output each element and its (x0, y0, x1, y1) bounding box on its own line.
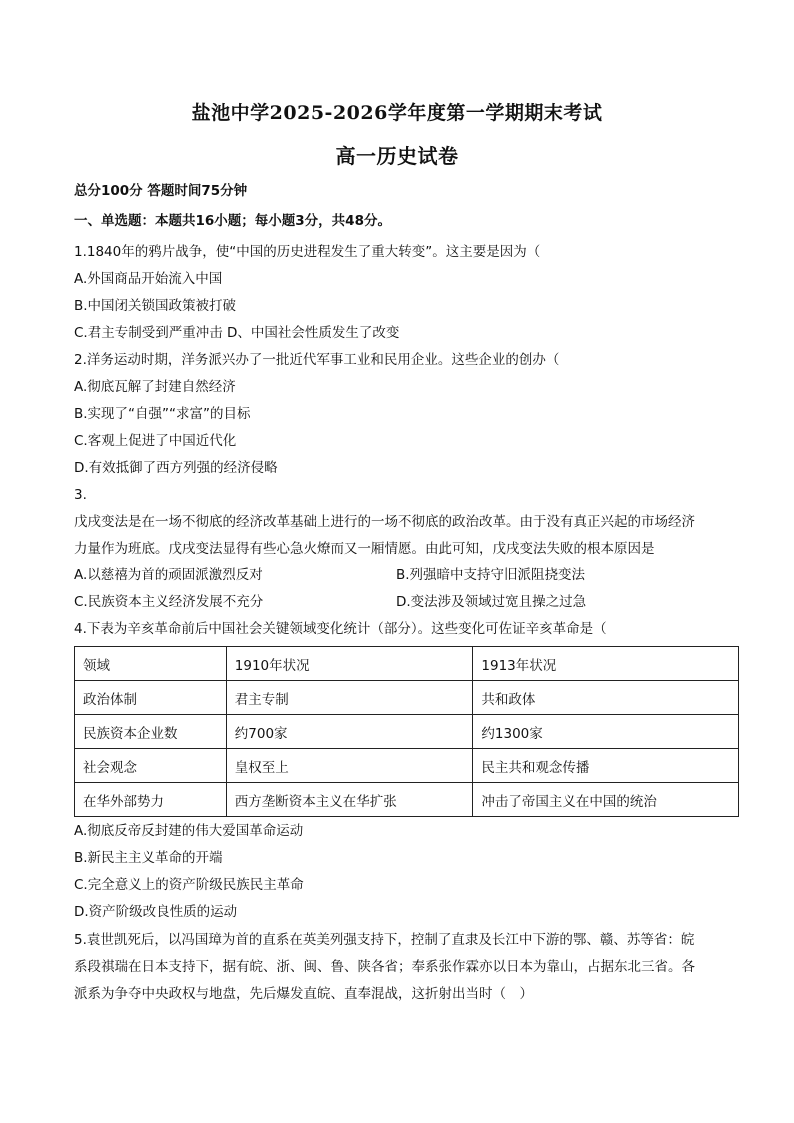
question-1-option-b: B.中国闭关锁国政策被打破 (74, 298, 237, 314)
table-row (75, 749, 739, 783)
table-cell: 民族资本企业数 (75, 715, 227, 749)
table-header-cell: 1910年状况 (226, 647, 473, 681)
table-row (75, 681, 739, 715)
table-row (75, 715, 739, 749)
table-cell: 约700家 (226, 715, 473, 749)
question-1-option-cd: C.君主专制受到严重冲击 D、中国社会性质发生了改变 (74, 325, 400, 341)
question-1-option-a: A.外国商品开始流入中国 (74, 271, 223, 287)
question-2-stem: 2.洋务运动时期，洋务派兴办了一批近代军事工业和民用企业。这些企业的创办（ (74, 352, 560, 368)
table-cell: 皇权至上 (226, 749, 473, 783)
question-4-stem: 4.下表为辛亥革命前后中国社会关键领域变化统计（部分）。这些变化可佐证辛亥革命是（ (74, 621, 607, 637)
question-5-stem-line-3: 派系为争夺中央政权与地盘，先后爆发直皖、直奉混战，这折射出当时（ ） (74, 986, 533, 1002)
table-cell: 在华外部势力 (75, 783, 227, 817)
table-cell: 君主专制 (226, 681, 473, 715)
score-time-info: 总分100分 答题时间75分钟 (74, 183, 248, 199)
question-3-stem-line-1: 戊戌变法是在一场不彻底的经济改革基础上进行的一场不彻底的政治改革。由于没有真正兴起的市场经济 (74, 514, 695, 530)
question-5-stem-line-2: 系段祺瑞在日本支持下，据有皖、浙、闽、鲁、陕各省；奉系张作霖亦以日本为靠山，占据东北三省。各 (74, 959, 695, 975)
question-5-stem-line-1: 5.袁世凯死后，以冯国璋为首的直系在英美列强支持下，控制了直隶及长江中下游的鄂、赣、苏等省：皖 (74, 932, 695, 948)
question-4-option-b: B.新民主主义革命的开端 (74, 850, 223, 866)
question-4-option-d: D.资产阶级改良性质的运动 (74, 904, 238, 920)
question-4-option-a: A.彻底反帝反封建的伟大爱国革命运动 (74, 823, 304, 839)
exam-title: 盐池中学2025-2026学年度第一学期期末考试 (191, 102, 603, 124)
table-cell: 西方垄断资本主义在华扩张 (226, 783, 473, 817)
table-header-cell: 领域 (75, 647, 227, 681)
question-2-option-c: C.客观上促进了中国近代化 (74, 433, 237, 449)
question-4-table (74, 646, 739, 817)
table-header-cell: 1913年状况 (473, 647, 739, 681)
exam-subtitle: 高一历史试卷 (335, 144, 459, 168)
question-3-option-d: D.变法涉及领域过宽且操之过急 (396, 594, 587, 610)
question-3-number: 3. (74, 487, 87, 503)
table-cell: 冲击了帝国主义在中国的统治 (473, 783, 739, 817)
table-cell: 民主共和观念传播 (473, 749, 739, 783)
table-cell: 共和政体 (473, 681, 739, 715)
question-3-stem-line-2: 力量作为班底。戊戌变法显得有些心急火燎而又一厢情愿。由此可知，戊戌变法失败的根本原因是 (74, 541, 655, 557)
question-2-option-b: B.实现了“自强”“求富”的目标 (74, 406, 251, 422)
question-4-option-c: C.完全意义上的资产阶级民族民主革命 (74, 877, 304, 893)
question-2-option-a: A.彻底瓦解了封建自然经济 (74, 379, 236, 395)
table-header-row (75, 647, 739, 681)
table-row (75, 783, 739, 817)
question-3-option-a: A.以慈禧为首的顽固派激烈反对 (74, 567, 263, 583)
question-3-option-b: B.列强暗中支持守旧派阻挠变法 (396, 567, 586, 583)
question-2-option-d: D.有效抵御了西方列强的经济侵略 (74, 460, 278, 476)
table-cell: 政治体制 (75, 681, 227, 715)
section-heading: 一、单选题：本题共16小题；每小题3分，共48分。 (74, 213, 391, 229)
table-cell: 社会观念 (75, 749, 227, 783)
table-cell: 约1300家 (473, 715, 739, 749)
question-1-stem: 1.1840年的鸦片战争，使“中国的历史进程发生了重大转变”。这主要是因为（ (74, 244, 541, 260)
question-3-option-c: C.民族资本主义经济发展不充分 (74, 594, 264, 610)
